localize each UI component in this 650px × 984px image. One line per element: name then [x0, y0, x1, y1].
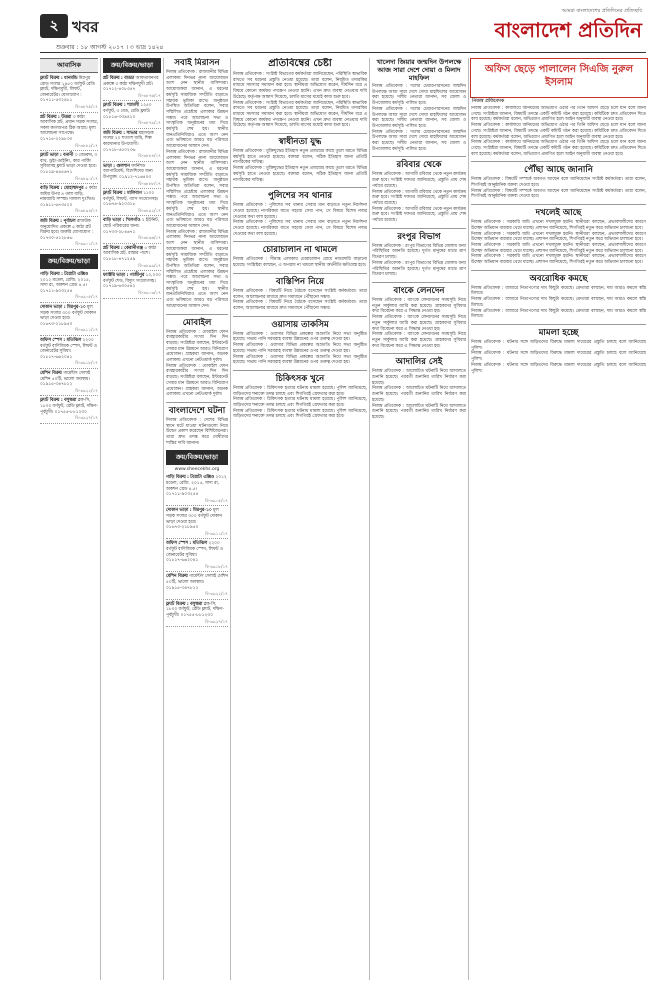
ad-ref: বি-৩৮৯৪/১৭ — [75, 208, 98, 214]
ad-text: গার্মেন্টস সেলাই মেশিন ৫০টি, ভালো অবস্থায়। ০১৯১৫-৩৪৭৮১২ — [40, 370, 91, 388]
classified-ad — [166, 474, 228, 506]
ad-text: ব্লক-সি, ১৮০০ বর্গফুট, রেডি ফ্ল্যাট, দক্ষিণ-পূর্বমুখী। ০১৭৫৫-৮৮১২৩০ — [166, 601, 224, 618]
story-divider — [372, 228, 466, 229]
news-story — [471, 106, 646, 157]
column-rule — [100, 58, 101, 980]
category-heading: ক্রয়/বিক্রয়/ভাড়া — [166, 450, 228, 465]
story-headline: মামলা হচ্ছে — [538, 327, 579, 338]
lead-headline-box — [470, 58, 648, 98]
news-story — [471, 208, 646, 266]
story-divider — [372, 282, 466, 283]
story-body: নিজস্ব প্রতিবেদক : মোবাইল ফোন ব্যবহারকারীর সংখ্যা দিন দিন বাড়ছে। সংশ্লিষ্টরা বলছেন, ইন্টারনেট সেবার মান উন্নয়নে আরও বিনিয়োগ প্রয়োজন। গ্রাহকরা জানান, অনেক এলাকায় এখনো নেটওয়ার্ক দুর্বল। — [166, 329, 228, 364]
ad-text: মিরপুর রোড সংলগ্ন ১৪৫০ বর্গফুট রেডি ফ্ল্যাট, দক্ষিণমুখী, লিফট, জেনারেটর। যোগাযোগ : ০১৭১১-৫৩২৪৮১ — [40, 76, 95, 104]
story-body-cont: নিজস্ব প্রতিবেদক : বিষয়টি নিয়ে বৈঠকে বসেছেন সংশ্লিষ্ট কর্মকর্তারা। তারা বলেন, আলোচনার মাধ্যমে দ্রুত সমাধানে পৌঁছানো সম্ভব। — [233, 300, 367, 311]
ad-text: ৫ কাঠা আবাসিক প্লট, রাস্তার পাশে। ০১৮১৮-৪৭১২৫৯ — [103, 245, 157, 263]
story-divider — [372, 156, 466, 157]
masthead-logo: বাংলাদেশ প্রতিদিন — [494, 18, 642, 42]
story-body-cont: নিজস্ব প্রতিবেদক : সরকারি জমি এখনো দখলমুক্ত হয়নি। স্থানীয়রা বলছেন, প্রভাবশালীদের কারণে উচ্ছেদ অভিযান বারবার থেমে যাচ্ছে। প্রশাসন জানিয়েছে, শিগগিরই নতুন করে অভিযান চালানো হবে। — [471, 242, 646, 254]
story-body-cont: নিজস্ব প্রতিবেদক : চিকিৎসক হত্যার ঘটনায় মামলা হয়েছে। পুলিশ জানিয়েছে, জড়িতদের শনাক্তে তদন্ত চলছে এবং শিগগিরই গ্রেফতার করা হবে। — [233, 408, 367, 420]
story-body: নিজস্ব প্রতিবেদক : মুক্তিযুদ্ধের ইতিহাস নতুন প্রজন্মের কাছে তুলে ধরতে বিভিন্ন কর্মসূচি হাতে নেওয়া হয়েছে। বক্তারা বলেন, সঠিক ইতিহাস জানা প্রতিটি নাগরিকের দায়িত্ব। — [233, 149, 367, 166]
ad-title: অফিস স্পেস : মতিঝিল — [40, 337, 82, 343]
ad-ref: বি-৩৮৭৬/১৭ — [138, 92, 161, 98]
classified-ad — [166, 507, 228, 539]
news-story — [471, 274, 646, 320]
column-rule — [163, 58, 164, 980]
story-body: নিজস্ব প্রতিবেদক : আগামী রবিবার থেকে নতুন কার্যক্রম শুরু হবে। সংশ্লিষ্ট দফতর জানিয়েছে, প্রস্তুতি প্রায় শেষ পর্যায়ে রয়েছে। — [372, 172, 466, 189]
ad-title: গাড়ি বিক্রয় : টয়োটা এক্সিও — [166, 475, 215, 481]
story-divider — [233, 316, 367, 317]
classified-ad — [40, 271, 98, 303]
story-body-cont: নিজস্ব প্রতিবেদক : আলোচিত ঘটনাটি নিয়ে আদালতে শুনানি হয়েছে। পরবর্তী শুনানির তারিখ নির্ধারণ করা হয়েছে। — [372, 403, 466, 420]
classified-ad — [40, 75, 98, 113]
story-body-cont: নিজস্ব প্রতিবেদক : রাজধানীর বিভিন্ন এলাকায় দিনভর নানা আয়োজনে অংশ নেন স্থানীয় বাসিন্দারা। আয়োজকরা জানান, এ ধরনের কর্মসূচি সামাজিক সম্প্রীতি বাড়াতে সহায়ক ভূমিকা রাখে। অনুষ্ঠানে উপস্থিত অতিথিরা বলেন, সবার সম্মিলিত প্রচেষ্টায় এলাকার উন্নয়ন সম্ভব। পরে আলোচনা সভা ও সাংস্কৃতিক অনুষ্ঠানের মধ্য দিয়ে কর্মসূচি শেষ হয়। স্থানীয় জনপ্রতিনিধিরাও এতে অংশ নেন এবং ভবিষ্যতে আরও বড় পরিসরে আয়োজনের আশ্বাস দেন। — [166, 229, 228, 309]
story-divider — [471, 324, 646, 325]
lead-headline: অফিস ছেড়ে পালালেন সিএজি নুরুল ইসলাম — [484, 64, 634, 88]
ad-title: বাড়ি বিক্রয় : মোহাম্মদপুর — [40, 186, 84, 192]
classified-ad — [40, 337, 98, 369]
ad-title: দোকান ভাড়া : মিরপুর-১০ — [166, 508, 212, 514]
ad-title: ফ্যাক্টরি ভাড়া : গাজীপুর — [103, 273, 145, 279]
ad-title: জমি বিক্রয় : সাভার — [103, 130, 138, 136]
classified-ad — [40, 152, 98, 184]
ad-ref: বি-৩৮৯৬/১৭ — [138, 235, 161, 241]
story-body-cont: নিজস্ব প্রতিবেদক : কার্যালয়ে অনিয়মের অভিযোগ ওঠার পর তিনি অফিস ছেড়ে চলে যান বলে জানা গেছে। সংশ্লিষ্টরা জানান, বিষয়টি তদন্তে একটি কমিটি গঠন করা হয়েছে। কমিটিকে দ্রুত প্রতিবেদন দিতে বলা হয়েছে। কর্মকর্তারা বলেন, অভিযোগ প্রমাণিত হলে আইন অনুযায়ী ব্যবস্থা নেওয়া হবে। — [471, 123, 646, 140]
story-body: নিজস্ব প্রতিবেদক : ওয়াসার বিভিন্ন প্রকল্পের অগ্রগতি নিয়ে সভা অনুষ্ঠিত হয়েছে। সভায় পানি সরবরাহ ব্যবস্থা উন্নয়নের ওপর গুরুত্ব দেওয়া হয়। — [233, 331, 367, 343]
classified-ad — [166, 573, 228, 599]
story-body: নিজস্ব প্রতিবেদক : দলের চেয়ারপারসনের জন্মদিন উপলক্ষে আজ সারা দেশে দোয়া মাহফিলের আয়োজন করা হয়েছে। দলীয় নেতারা জানান, সব জেলা ও উপজেলায় কর্মসূচি পালিত হবে। — [372, 84, 466, 107]
news-story — [372, 357, 466, 420]
story-headline: খালেদা জিয়ার জন্মদিন উপলক্ষে আজ সারা দেশে দোয়া ও মিলাদ মাহফিল — [376, 58, 462, 82]
ad-text: ব্লক-সি, ১৮০০ বর্গফুট, রেডি ফ্ল্যাট, দক্ষিণ-পূর্বমুখী। ০১৭৫৫-৮৮১২৩০ — [40, 398, 98, 415]
story-body-cont: নিজস্ব প্রতিবেদক : দলের চেয়ারপারসনের জন্মদিন উপলক্ষে আজ সারা দেশে দোয়া মাহফিলের আয়োজন করা হয়েছে। দলীয় নেতারা জানান, সব জেলা ও উপজেলায় কর্মসূচি পালিত হবে। — [372, 106, 466, 129]
ad-text: ২ ইউনিট, ছোট পরিবারের জন্য। ০১৭৩৩-২৮৪৬৭১ — [103, 218, 160, 235]
ad-ref: বি-৩৮৮৮/১৭ — [138, 180, 161, 186]
ad-ref: বি-৩৯২২/১৭ — [205, 591, 228, 597]
classified-ad — [40, 218, 98, 250]
story-divider — [166, 314, 228, 315]
ad-text: আফতাবনগর প্রকল্পে ৩ কাঠা দক্ষিণমুখী প্লট। ০১৭১২-৪০৮৩৫৭ — [103, 76, 159, 93]
news-story — [233, 277, 367, 312]
story-body: নিজস্ব প্রতিবেদক : ব্যাংকে লেনদেনের সময়সূচি নিয়ে নতুন সার্কুলার জারি করা হয়েছে। গ্রাহকদের সুবিধার কথা বিবেচনা করে এ সিদ্ধান্ত নেওয়া হয়। — [372, 297, 466, 315]
story-body-cont: নিজস্ব প্রতিবেদক : ঘটনার সঙ্গে জড়িতদের বিরুদ্ধে মামলা দায়েরের প্রস্তুতি চলছে বলে জানিয়েছে পুলিশ। — [471, 362, 646, 374]
column-rule — [468, 58, 469, 980]
ad-ref: বি-৩৯২৭/১৭ — [75, 415, 98, 421]
story-headline: মোবাইল — [182, 317, 212, 328]
column-rule — [369, 58, 370, 980]
story-body-cont: নিজস্ব প্রতিবেদক : আগামী রবিবার থেকে নতুন কার্যক্রম শুরু হবে। সংশ্লিষ্ট দফতর জানিয়েছে, প্রস্তুতি প্রায় শেষ পর্যায়ে রয়েছে। — [372, 206, 466, 224]
ad-title: ফ্ল্যাট বিক্রয় : ধানমন্ডি — [40, 76, 78, 81]
news-story — [372, 232, 466, 278]
story-body: নিজস্ব প্রতিবেদক : সংশ্লিষ্ট বিভাগের কর্মকর্তারা জানিয়েছেন, পরিস্থিতি স্বাভাবিক রাখতে সব ধরনের প্রস্তুতি নেওয়া হয়েছে। তারা বলেন, নিয়মিত তদারকির মাধ্যমে সমস্যার সমাধান করা হবে। স্থানীয়রা অভিযোগ করেন, দীর্ঘদিন ধরে এ বিষয়ে কোনো কার্যকর পদক্ষেপ নেওয়া হয়নি। এখন দ্রুত ব্যবস্থা নেওয়ার দাবি উঠেছে। কর্তৃপক্ষ আশ্বাস দিয়েছে, চলতি মাসের মধ্যেই কাজ শুরু হবে। — [233, 72, 367, 100]
category-heading: আবাসিক — [40, 58, 98, 73]
classified-ad — [103, 75, 161, 101]
story-headline: সবাই মিরাসন — [174, 58, 220, 68]
ad-ref: বি-৩৮৯০/১৭ — [75, 175, 98, 181]
ad-title: গাড়ি বিক্রয় : টয়োটা এক্সিও — [40, 272, 89, 278]
news-story — [233, 320, 367, 366]
news-story — [233, 137, 367, 183]
story-headline: প্রতিবিম্বের চেষ্টা — [268, 58, 332, 69]
ad-title: প্লট বিক্রয় : উত্তরা — [40, 114, 72, 120]
story-body-cont: নিজস্ব প্রতিবেদক : ব্যাংকে লেনদেনের সময়সূচি নিয়ে নতুন সার্কুলার জারি করা হয়েছে। গ্রাহকদের সুবিধার কথা বিবেচনা করে এ সিদ্ধান্ত নেওয়া হয়। — [372, 332, 466, 349]
classified-ad — [103, 245, 161, 271]
ad-text: ফার্নিশড অ্যাপার্টমেন্ট, বিদেশিদের জন্য উপযুক্ত। ০১৯১২-৭১৬৪০৩ — [103, 163, 153, 180]
story-headline: আদালির সেই — [395, 357, 443, 368]
story-body-cont: নিজস্ব প্রতিবেদক : ঘটনার সঙ্গে জড়িতদের বিরুদ্ধে মামলা দায়েরের প্রস্তুতি চলছে বলে জানিয়েছে পুলিশ। — [471, 351, 646, 363]
page-header — [0, 0, 650, 54]
story-headline: রংপুর বিভাগ — [397, 231, 441, 242]
ad-ref: বি-৩৯২২/১৭ — [75, 387, 98, 393]
masthead — [482, 8, 642, 42]
story-headline: রবিবার থেকে — [396, 160, 442, 171]
story-divider — [233, 133, 367, 134]
ad-ref: বি-৩৯১৮/১৭ — [205, 563, 228, 569]
dateline: শুক্রবার : ১৮ আগস্ট ২০১৭ । ৩ ভাদ্র ১৪২৪ — [56, 44, 164, 51]
ad-title: প্লট বিক্রয় : বাড্ডা — [103, 76, 135, 81]
news-story — [166, 406, 228, 447]
story-body-cont: নিজস্ব প্রতিবেদক : চিকিৎসক হত্যার ঘটনায় মামলা হয়েছে। পুলিশ জানিয়েছে, জড়িতদের শনাক্তে তদন্ত চলছে এবং শিগগিরই গ্রেফতার করা হবে। — [233, 397, 367, 409]
classified-ad — [40, 185, 98, 217]
ad-text: ৩ বেডরুম, ৩ বাথ, ড্রইং-ডাইনিং, কার পার্কিং সুবিধাসহ ফ্ল্যাট ভাড়া দেওয়া হবে। ০১৮১৯-৪৪৫৬৭১ — [40, 153, 98, 175]
story-headline: স্বাধীনতা যুদ্ধ — [278, 137, 322, 148]
story-headline: ওয়াসায় তাকসিম — [271, 319, 329, 330]
ad-text: ২২০০ বর্গফুট বাণিজ্যিক স্পেস, লিফট ও জেনারেটর সুবিধা। ০১৮১৭-৬৬২০৪১ — [166, 541, 223, 564]
ad-ref: বি-৩৮৮৪/১৭ — [138, 153, 161, 159]
ad-ref: বি-৩৮৭৯/১৭ — [138, 120, 161, 126]
story-body: নিজস্ব প্রতিবেদক : সীমান্ত এলাকায় চোরাচালান রোধে নজরদারি বাড়ানো হয়েছে। সংশ্লিষ্টরা বলছেন, এ অপরাধ না থামলে স্থানীয় অর্থনীতি ক্ষতিগ্রস্ত হবে। — [233, 257, 367, 269]
story-headline: দখলেই আছে — [535, 208, 582, 219]
ad-title: বাড়ি ভাড়া : খিলগাঁও — [103, 218, 141, 224]
classifieds-column-2 — [103, 58, 161, 980]
story-headline: বাংকে লেনদেন — [393, 285, 445, 296]
ad-title: মেশিন বিক্রয় — [40, 370, 62, 376]
page-number: ২ — [40, 14, 68, 38]
ad-title: মেশিন বিক্রয় — [166, 574, 188, 580]
story-body: নিজস্ব প্রতিবেদক : রংপুর বিভাগের বিভিন্ন জেলায় বন্যা পরিস্থিতির অবনতি হয়েছে। দুর্গত মানুষের মাঝে ত্রাণ বিতরণ চলছে। — [372, 243, 466, 261]
ad-title: ফ্ল্যাট ভাড়া : বনানী — [40, 153, 74, 159]
story-body: নিজস্ব প্রতিবেদক : বিষয়টি সম্পর্কে অবগত আছেন বলে জানিয়েছেন সংশ্লিষ্ট কর্মকর্তারা। তারা বলেন, শিগগিরই আনুষ্ঠানিক বক্তব্য দেওয়া হবে। — [471, 177, 646, 189]
story-body-cont: নিজস্ব প্রতিবেদক : বিষয়টি সম্পর্কে অবগত আছেন বলে জানিয়েছেন সংশ্লিষ্ট কর্মকর্তারা। তারা বলেন, শিগগিরই আনুষ্ঠানিক বক্তব্য দেওয়া হবে। — [471, 188, 646, 200]
ad-ref: বি-৩৯১১/১৭ — [75, 327, 98, 333]
story-body-cont: নিজস্ব প্রতিবেদক : রাজধানীর বিভিন্ন এলাকায় দিনভর নানা আয়োজনে অংশ নেন স্থানীয় বাসিন্দারা। আয়োজকরা জানান, এ ধরনের কর্মসূচি সামাজিক সম্প্রীতি বাড়াতে সহায়ক ভূমিকা রাখে। অনুষ্ঠানে উপস্থিত অতিথিরা বলেন, সবার সম্মিলিত প্রচেষ্টায় এলাকার উন্নয়ন সম্ভব। পরে আলোচনা সভা ও সাংস্কৃতিক অনুষ্ঠানের মধ্য দিয়ে কর্মসূচি শেষ হয়। স্থানীয় জনপ্রতিনিধিরাও এতে অংশ নেন এবং ভবিষ্যতে আরও বড় পরিসরে আয়োজনের আশ্বাস দেন। — [166, 149, 228, 229]
story-body-cont: নিজস্ব প্রতিবেদক : দলের চেয়ারপারসনের জন্মদিন উপলক্ষে আজ সারা দেশে দোয়া মাহফিলের আয়োজন করা হয়েছে। দলীয় নেতারা জানান, সব জেলা ও উপজেলায় কর্মসূচি পালিত হবে। — [372, 129, 466, 152]
column-rule — [230, 58, 231, 980]
classified-ad — [40, 114, 98, 152]
ad-title: ভাড়া : গুলশান — [103, 163, 130, 169]
story-headline: চিকিৎসক খুনে — [275, 373, 325, 384]
story-body: নিজস্ব প্রতিবেদক : আলোচিত ঘটনাটি নিয়ে আদালতে শুনানি হয়েছে। পরবর্তী শুনানির তারিখ নির্ধারণ করা হয়েছে। — [372, 369, 466, 386]
story-body-cont: নিজস্ব প্রতিবেদক : বাজারে নিত্যপণ্যের দাম কিছুটা কমেছে। ক্রেতারা বলছেন, দাম আরও কমলে স্বস্তি মিলবে। — [471, 297, 646, 308]
ad-text: ২০১২ মডেল, রেজি. ২০১৫, সাদা রং, অকশন গ্রেড ৪.৫। ০১৭১১-৯০৩২৫৪ — [166, 475, 227, 498]
ad-title: ফ্ল্যাট বিক্রয় : শ্যামলী — [103, 103, 140, 109]
section-label: খবর — [72, 18, 99, 36]
news-story — [233, 245, 367, 268]
story-body-cont: নিজস্ব প্রতিবেদক : পুলিশের সব থানায় সেবার মান বাড়াতে নতুন নির্দেশনা দেওয়া হয়েছে। নাগরিকরা যাতে সহজে সেবা পান, সে বিষয়ে বিশেষ নজর দেওয়ার কথা বলা হয়েছে। — [233, 220, 367, 237]
news-column-4 — [233, 58, 367, 980]
ad-title: জমি বিক্রয় : পূর্বাচল — [40, 219, 76, 225]
story-body: নিজস্ব প্রতিবেদক : ঘটনার সঙ্গে জড়িতদের বিরুদ্ধে মামলা দায়েরের প্রস্তুতি চলছে বলে জানিয়েছে পুলিশ। — [471, 339, 646, 351]
news-story — [372, 160, 466, 223]
ad-text: গার্মেন্টস সেলাই মেশিন ৫০টি, ভালো অবস্থায়। ০১৯১৫-৩৪৭৮১২ — [166, 574, 228, 591]
ad-title: ফ্ল্যাট বিক্রয় : বসুন্ধরা — [40, 398, 77, 404]
ad-ref: বি-৩৯২৭/১৭ — [205, 618, 228, 624]
classified-ad — [103, 190, 161, 216]
news-column-6 — [471, 106, 646, 980]
story-body-cont: নিজস্ব প্রতিবেদক : বাজারে নিত্যপণ্যের দাম কিছুটা কমেছে। ক্রেতারা বলছেন, দাম আরও কমলে স্বস্তি মিলবে। — [471, 308, 646, 320]
ad-title: ফ্ল্যাট বিক্রয় : বসুন্ধরা — [166, 601, 203, 607]
news-story — [166, 318, 228, 398]
ad-text: মূল সড়ক সংলগ্ন ৩০০ বর্গফুট দোকান ভাড়া দেওয়া হবে। ০১৬৭৩-২১৮৯৫০ — [40, 305, 96, 327]
story-body-cont: নিজস্ব প্রতিবেদক : আলোচিত ঘটনাটি নিয়ে আদালতে শুনানি হয়েছে। পরবর্তী শুনানির তারিখ নির্ধারণ করা হয়েছে। — [372, 386, 466, 403]
story-body-cont: নিজস্ব প্রতিবেদক : রংপুর বিভাগের বিভিন্ন জেলায় বন্যা পরিস্থিতির অবনতি হয়েছে। দুর্গত মানুষের মাঝে ত্রাণ বিতরণ চলছে। — [372, 260, 466, 278]
story-divider — [471, 204, 646, 205]
story-body-cont: নিজস্ব প্রতিবেদক : ওয়াসার বিভিন্ন প্রকল্পের অগ্রগতি নিয়ে সভা অনুষ্ঠিত হয়েছে। সভায় পানি সরবরাহ ব্যবস্থা উন্নয়নের ওপর গুরুত্ব দেওয়া হয়। — [233, 343, 367, 354]
ad-text: রাজউক অনুমোদিত প্রকল্পে ৫ কাঠা প্লট বিক্রয় হবে। জরুরি যোগাযোগ : ০১৭৩০-৫১২৮৪৬ — [40, 219, 94, 241]
ad-title: প্লট বিক্রয় : কেরানীগঞ্জ — [103, 245, 143, 251]
ad-ref: বি-৩৮৭৫/১৭ — [75, 103, 98, 109]
ad-ref: বি-৩৯১১/১৭ — [205, 530, 228, 536]
story-body-cont: নিজস্ব প্রতিবেদক : সংশ্লিষ্ট বিভাগের কর্মকর্তারা জানিয়েছেন, পরিস্থিতি স্বাভাবিক রাখতে সব ধরনের প্রস্তুতি নেওয়া হয়েছে। তারা বলেন, নিয়মিত তদারকির মাধ্যমে সমস্যার সমাধান করা হবে। স্থানীয়রা অভিযোগ করেন, দীর্ঘদিন ধরে এ বিষয়ে কোনো কার্যকর পদক্ষেপ নেওয়া হয়নি। এখন দ্রুত ব্যবস্থা নেওয়ার দাবি উঠেছে। কর্তৃপক্ষ আশ্বাস দিয়েছে, চলতি মাসের মধ্যেই কাজ শুরু হবে। — [233, 100, 367, 129]
ad-title: দোকান ভাড়া : মিরপুর-১০ — [40, 305, 86, 310]
story-body-cont: নিজস্ব প্রতিবেদক : ওয়াসার বিভিন্ন প্রকল্পের অগ্রগতি নিয়ে সভা অনুষ্ঠিত হয়েছে। সভায় পানি সরবরাহ ব্যবস্থা উন্নয়নের ওপর গুরুত্ব দেওয়া হয়। — [233, 354, 367, 366]
classified-ad — [103, 272, 161, 298]
story-headline: অবরোধিক কমছে — [529, 273, 588, 284]
story-divider — [166, 402, 228, 403]
ad-ref: বি-৩৮৯২/১৭ — [138, 207, 161, 213]
ad-ref: বি-৩৯০১/১৭ — [75, 241, 98, 247]
story-body: নিজস্ব প্রতিবেদক : রাজধানীর বিভিন্ন এলাকায় দিনভর নানা আয়োজনে অংশ নেন স্থানীয় বাসিন্দারা। আয়োজকরা জানান, এ ধরনের কর্মসূচি সামাজিক সম্প্রীতি বাড়াতে সহায়ক ভূমিকা রাখে। অনুষ্ঠানে উপস্থিত অতিথিরা বলেন, সবার সম্মিলিত প্রচেষ্টায় এলাকার উন্নয়ন সম্ভব। পরে আলোচনা সভা ও সাংস্কৃতিক অনুষ্ঠানের মধ্য দিয়ে কর্মসূচি শেষ হয়। স্থানীয় জনপ্রতিনিধিরাও এতে অংশ নেন এবং ভবিষ্যতে আরও বড় পরিসরে আয়োজনের আশ্বাস দেন। — [166, 70, 228, 150]
news-story — [471, 328, 646, 374]
website-url: www.sheecekhs.org — [174, 467, 220, 473]
story-body-cont: নিজস্ব প্রতিবেদক : সরকারি জমি এখনো দখলমুক্ত হয়নি। স্থানীয়রা বলছেন, প্রভাবশালীদের কারণে উচ্ছেদ অভিযান বারবার থেমে যাচ্ছে। প্রশাসন জানিয়েছে, শিগগিরই নতুন করে অভিযান চালানো হবে। — [471, 231, 646, 243]
news-column-5 — [372, 58, 466, 980]
classified-ad — [103, 217, 161, 243]
story-body: নিজস্ব প্রতিবেদক : বাজারে নিত্যপণ্যের দাম কিছুটা কমেছে। ক্রেতারা বলছেন, দাম আরও কমলে স্বস্তি মিলবে। — [471, 285, 646, 297]
ad-title: ফ্ল্যাট বিক্রয় : মালিবাগ — [103, 191, 142, 197]
story-divider — [372, 353, 466, 354]
masthead-tagline: আমরা বাংলাদেশের প্রতিদিনের প্রতিচ্ছবি — [561, 8, 642, 14]
story-headline: বাংলাদেশে ঘটনা — [168, 405, 226, 416]
ad-text: ৩ কাঠা আবাসিক প্লট, প্রধান সড়ক সংলগ্ন, সকল কাগজপত্র ঠিক আছে। মূল্য আলোচনা সাপেক্ষে। ০১৭১৫-২২৯৮৩০ — [40, 114, 98, 142]
classified-ad — [40, 370, 98, 396]
story-divider — [471, 270, 646, 271]
story-body: নিজস্ব প্রতিবেদক : পুলিশের সব থানায় সেবার মান বাড়াতে নতুন নির্দেশনা দেওয়া হয়েছে। নাগরিকরা যাতে সহজে সেবা পান, সে বিষয়ে বিশেষ নজর দেওয়ার কথা বলা হয়েছে। — [233, 203, 367, 220]
story-body: নিজস্ব প্রতিবেদক : সরকারি জমি এখনো দখলমুক্ত হয়নি। স্থানীয়রা বলছেন, প্রভাবশালীদের কারণে উচ্ছেদ অভিযান বারবার থেমে যাচ্ছে। প্রশাসন জানিয়েছে, শিগগিরই নতুন করে অভিযান চালানো হবে। — [471, 220, 646, 231]
ad-ref: বি-৩৮৯৯/১৭ — [138, 262, 161, 268]
story-headline: বাস্তিপিন নিয়ে — [276, 276, 324, 287]
story-body-cont: নিজস্ব প্রতিবেদক : আগামী রবিবার থেকে নতুন কার্যক্রম শুরু হবে। সংশ্লিষ্ট দফতর জানিয়েছে, প্রস্তুতি প্রায় শেষ পর্যায়ে রয়েছে। — [372, 189, 466, 206]
story-body: নিজস্ব প্রতিবেদক : কার্যালয়ে অনিয়মের অভিযোগ ওঠার পর তিনি অফিস ছেড়ে চলে যান বলে জানা গেছে। সংশ্লিষ্টরা জানান, বিষয়টি তদন্তে একটি কমিটি গঠন করা হয়েছে। কমিটিকে দ্রুত প্রতিবেদন দিতে বলা হয়েছে। কর্মকর্তারা বলেন, অভিযোগ প্রমাণিত হলে আইন অনুযায়ী ব্যবস্থা নেওয়া হবে। — [471, 106, 646, 123]
story-body-cont: নিজস্ব প্রতিবেদক : ব্যাংকে লেনদেনের সময়সূচি নিয়ে নতুন সার্কুলার জারি করা হয়েছে। গ্রাহকদের সুবিধার কথা বিবেচনা করে এ সিদ্ধান্ত নেওয়া হয়। — [372, 315, 466, 332]
ad-ref: বি-৩৯০৫/১৭ — [205, 497, 228, 503]
classifieds-column-1 — [40, 58, 98, 980]
ad-title: অফিস স্পেস : মতিঝিল — [166, 541, 208, 547]
story-headline: চোরাচালান না থামলে — [262, 245, 338, 256]
story-headline: পৌঁছা আছে জানানি — [524, 165, 593, 176]
story-body-cont: নিজস্ব প্রতিবেদক : মুক্তিযুদ্ধের ইতিহাস নতুন প্রজন্মের কাছে তুলে ধরতে বিভিন্ন কর্মসূচি হাতে নেওয়া হয়েছে। বক্তারা বলেন, সঠিক ইতিহাস জানা প্রতিটি নাগরিকের দায়িত্ব। — [233, 166, 367, 183]
story-body-cont: নিজস্ব প্রতিবেদক : সরকারি জমি এখনো দখলমুক্ত হয়নি। স্থানীয়রা বলছেন, প্রভাবশালীদের কারণে উচ্ছেদ অভিযান বারবার থেমে যাচ্ছে। প্রশাসন জানিয়েছে, শিগগিরই নতুন করে অভিযান চালানো হবে। — [471, 254, 646, 266]
ad-text: মূল সড়ক সংলগ্ন ৩০০ বর্গফুট দোকান ভাড়া দেওয়া হবে। ০১৬৭৩-২১৮৯৫০ — [166, 508, 222, 531]
story-body: নিজস্ব প্রতিবেদক : বিষয়টি নিয়ে বৈঠকে বসেছেন সংশ্লিষ্ট কর্মকর্তারা। তারা বলেন, আলোচনার মাধ্যমে দ্রুত সমাধানে পৌঁছানো সম্ভব। — [233, 288, 367, 300]
classified-ad — [103, 102, 161, 128]
ad-text: ২২০০ বর্গফুট বাণিজ্যিক স্পেস, লিফট ও জেনারেটর সুবিধা। ০১৮১৭-৬৬২০৪১ — [40, 337, 97, 360]
ad-text: ১১০০ বর্গফুট, লিফট, গ্যাস সংযোগসহ। ০১৬৭৪-৯২০৩১৮ — [103, 191, 159, 208]
classified-ad — [40, 304, 98, 336]
story-headline: পুলিশের সব থানার — [267, 191, 333, 202]
story-body: নিজস্ব প্রতিবেদক : চিকিৎসক হত্যার ঘটনায় মামলা হয়েছে। পুলিশ জানিয়েছে, জড়িতদের শনাক্তে তদন্ত চলছে এবং শিগগিরই গ্রেফতার করা হবে। — [233, 385, 367, 397]
ad-text: ১০,০০০ বর্গফুট শেড, বিদ্যুৎ সংযোগসহ। ০১৭১৯-৬৩০৫৪২ — [103, 273, 161, 290]
classified-ad — [166, 601, 228, 627]
ad-text: ৫ কাঠা জমির উপর ৪ তলা বাড়ি, নামজারি সম্পন্ন। দালাল দুঃখিত। ০১৯১১-৬৭৩৫২০ — [40, 186, 97, 208]
news-column-3 — [166, 58, 228, 980]
story-divider — [233, 241, 367, 242]
story-divider — [233, 370, 367, 371]
ad-ref: বি-৩৮৮২/১৭ — [75, 142, 98, 148]
ad-text: মহাসড়ক সংলগ্ন ২০ শতাংশ জমি, শিল্প কারখানার উপযোগী। ০১৭১৮-৫৫০২৩৬ — [103, 130, 154, 153]
story-body-cont: নিজস্ব প্রতিবেদক : কার্যালয়ে অনিয়মের অভিযোগ ওঠার পর তিনি অফিস ছেড়ে চলে যান বলে জানা গেছে। সংশ্লিষ্টরা জানান, বিষয়টি তদন্তে একটি কমিটি গঠন করা হয়েছে। কমিটিকে দ্রুত প্রতিবেদন দিতে বলা হয়েছে। কর্মকর্তারা বলেন, অভিযোগ প্রমাণিত হলে আইন অনুযায়ী ব্যবস্থা নেওয়া হবে। — [471, 140, 646, 157]
ad-ref: বি-৩৯১৮/১৭ — [75, 360, 98, 366]
classified-ad — [40, 397, 98, 423]
ad-text: ১২৫০ বর্গফুট, ৩ বেড, রেডি ফ্ল্যাট। ০১৮১৬-৩৩৯৪২০ — [103, 103, 152, 120]
news-story — [471, 165, 646, 200]
lead-byline: নিজস্ব প্রতিবেদক — [472, 99, 505, 104]
news-story — [166, 58, 228, 310]
story-divider — [233, 273, 367, 274]
story-divider — [233, 187, 367, 188]
news-story — [233, 191, 367, 237]
news-story — [233, 58, 367, 129]
classified-ad — [103, 163, 161, 189]
category-heading: ক্রয়/বিক্রয়/ভাড়া — [40, 254, 98, 269]
header-rule — [40, 52, 646, 53]
category-heading: ক্রয়/বিক্রয়/ভাড়া — [103, 58, 161, 73]
news-story — [233, 374, 367, 420]
news-story — [372, 286, 466, 349]
news-story — [372, 58, 466, 152]
story-body-cont: নিজস্ব প্রতিবেদক : মোবাইল ফোন ব্যবহারকারীর সংখ্যা দিন দিন বাড়ছে। সংশ্লিষ্টরা বলছেন, ইন্টারনেট সেবার মান উন্নয়নে আরও বিনিয়োগ প্রয়োজন। গ্রাহকরা জানান, অনেক এলাকায় এখনো নেটওয়ার্ক দুর্বল। — [166, 363, 228, 398]
ad-ref: বি-৩৯০৩/১৭ — [138, 290, 161, 295]
classified-ad — [103, 130, 161, 162]
story-divider — [471, 161, 646, 162]
ad-ref: বি-৩৯০৫/১৭ — [75, 294, 98, 300]
story-body: নিজস্ব প্রতিবেদক : দেশের বিভিন্ন স্থানে ঘটে যাওয়া ঘটনাগুলো নিয়ে উদ্বেগ প্রকাশ করেছেন বিশিষ্টজনেরা। তারা দ্রুত তদন্ত করে দোষীদের শাস্তির দাবি জানান। — [166, 417, 228, 446]
classified-ad — [166, 540, 228, 572]
ad-text: ২০১২ মডেল, রেজি. ২০১৫, সাদা রং, অকশন গ্রেড ৪.৫। ০১৭১১-৯০৩২৫৪ — [40, 277, 91, 294]
